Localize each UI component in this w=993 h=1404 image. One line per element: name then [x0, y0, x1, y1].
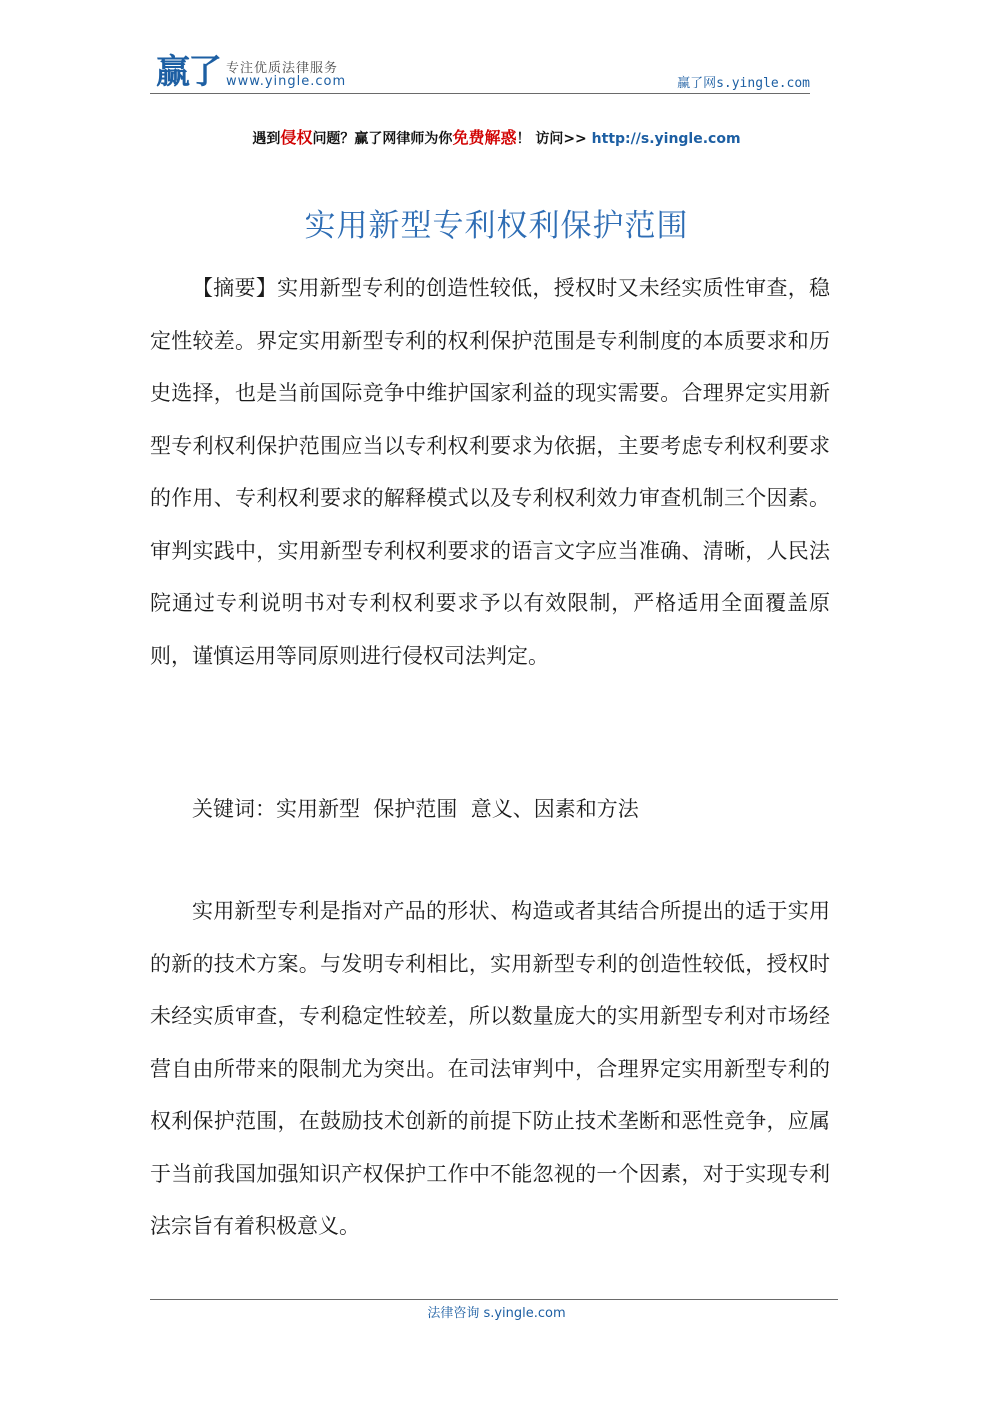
- promo-text-3: ！ 访问>>: [516, 131, 592, 147]
- promo-highlight-free: 免费解惑: [452, 128, 517, 147]
- promo-highlight-infringement: 侵权: [280, 128, 313, 147]
- yingle-logo[interactable]: 赢了: [156, 52, 220, 92]
- header-site-link[interactable]: 赢了网s.yingle.com: [677, 76, 810, 91]
- footer-divider: [150, 1299, 838, 1300]
- logo-slogan: 专注优质法律服务: [226, 61, 339, 76]
- promo-text-2: 问题？赢了网律师为你: [312, 131, 453, 147]
- article-body-paragraph: 实用新型专利是指对产品的形状、构造或者其结合所提出的适于实用的新的技术方案。与发明专利相比，实用新型专利的创造性较低，授权时未经实质审查，专利稳定性较差，所以数量庞大的实用新型专利对市场经营自由所带来的限制尤为突出。在司法审判中，合理界定实用新型专利的权利保护范围，在鼓励技术创新的前提下防止技术垄断和恶性竞争，应属于当前我国加强知识产权保护工作中不能忽视的一个因素，对于实现专利法宗旨有着积极意义。: [150, 899, 830, 1238]
- page-header: [150, 52, 810, 94]
- article-abstract: 【摘要】实用新型专利的创造性较低，授权时又未经实质性审查，稳定性较差。界定实用新型专利的权利保护范围是专利制度的本质要求和历史选择，也是当前国际竞争中维护国家利益的现实需要。合理界定实用新型专利权利保护范围应当以专利权利要求为依据，主要考虑专利权利要求的作用、专利权利要求的解释模式以及专利权利效力审查机制三个因素。审判实践中，实用新型专利权利要求的语言文字应当准确、清晰，人民法院通过专利说明书对专利权利要求予以有效限制，严格适用全面覆盖原则，谨慎运用等同原则进行侵权司法判定。: [150, 276, 830, 668]
- promo-text-1: 遇到: [252, 131, 281, 147]
- logo-url[interactable]: www.yingle.com: [226, 74, 347, 89]
- promo-link[interactable]: http://s.yingle.com: [591, 131, 741, 147]
- footer-link[interactable]: 法律咨询 s.yingle.com: [427, 1306, 566, 1321]
- article-title: 实用新型专利权利保护范围: [304, 208, 689, 244]
- promo-banner: [0, 125, 993, 148]
- header-divider: [150, 93, 810, 94]
- article-keywords: 关键词：实用新型 保护范围 意义、因素和方法: [192, 797, 639, 821]
